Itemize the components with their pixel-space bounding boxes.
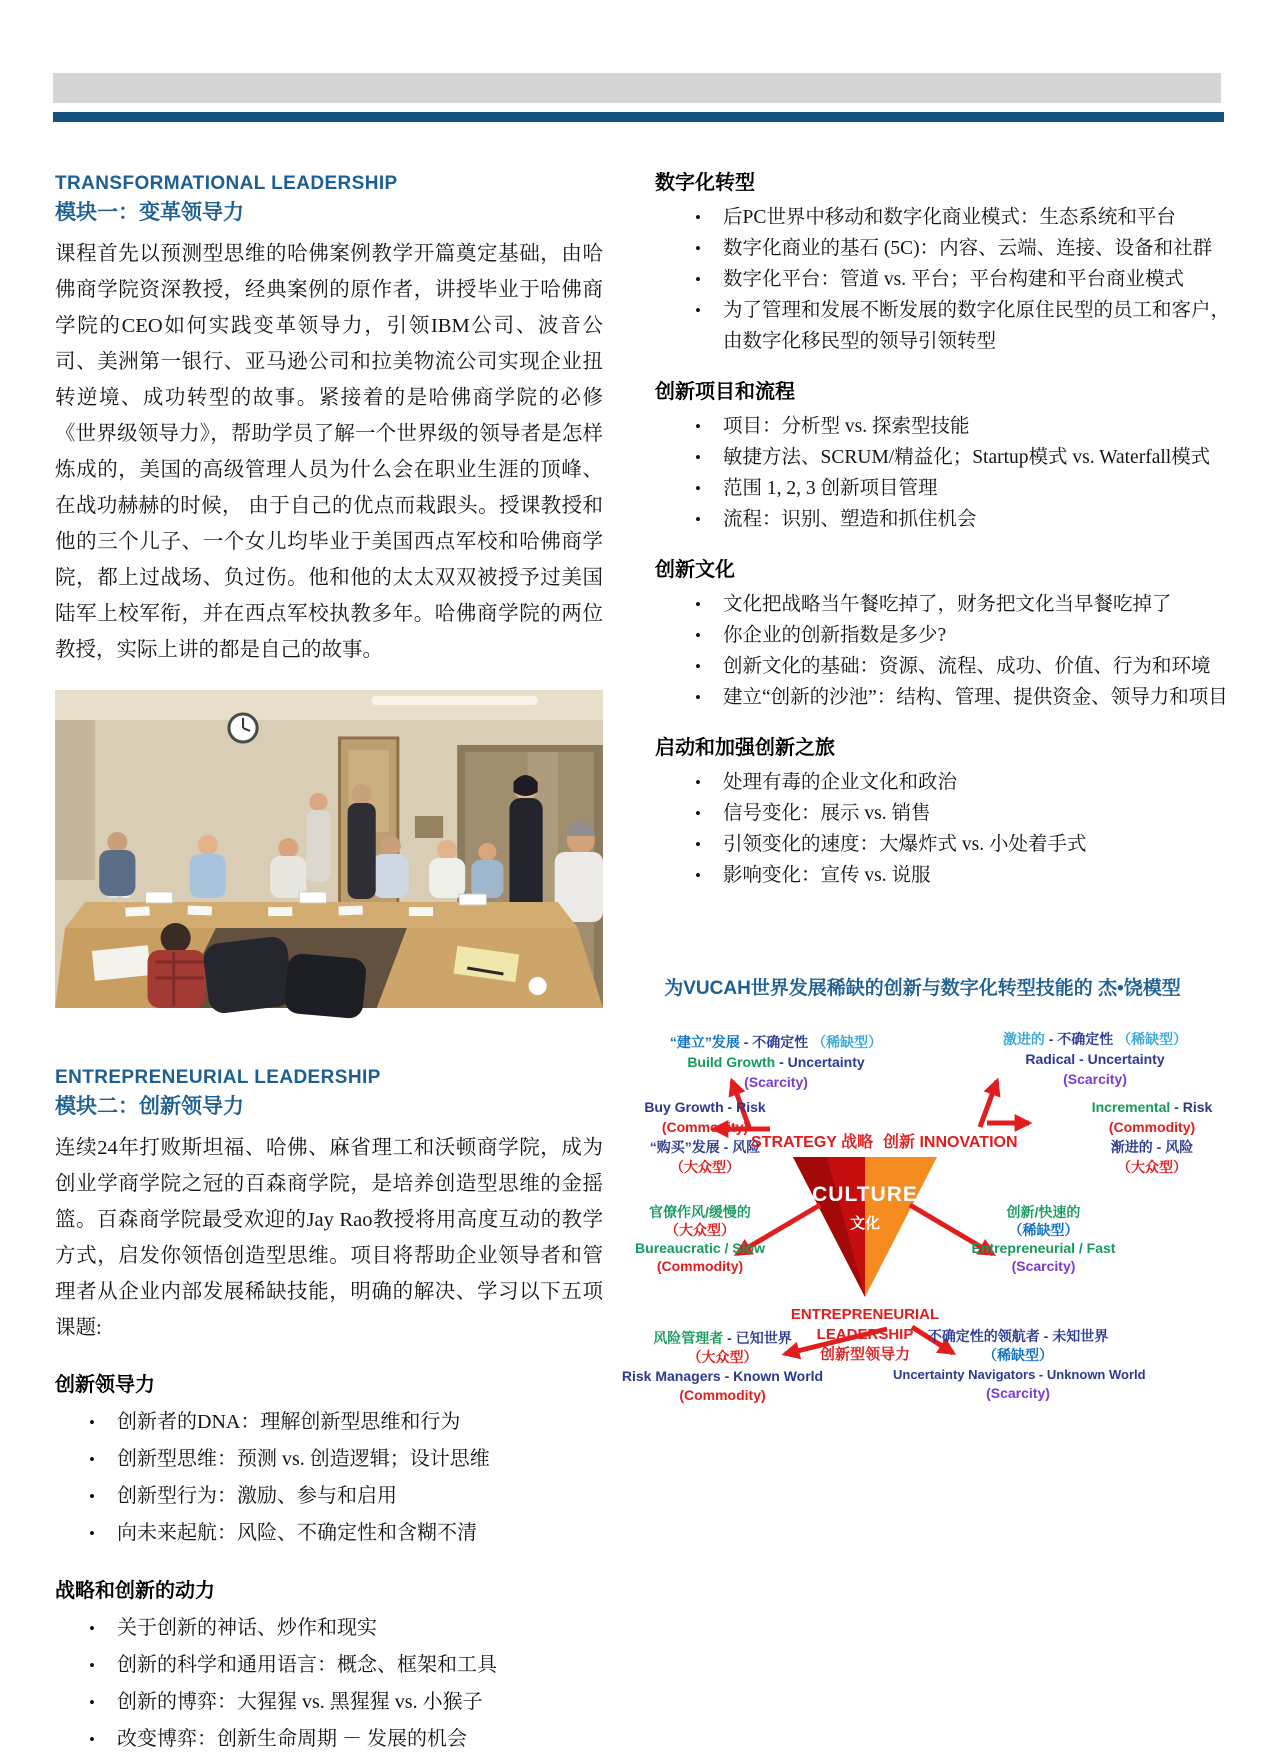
list-item: • 创新型思维：预测 vs. 创造逻辑；设计思维 [117, 1441, 603, 1478]
section-heading-innovation-projects: 创新项目和流程 [655, 381, 795, 403]
list-item: • 文化把战略当午餐吃掉了，财务把文化当早餐吃掉了 [723, 589, 1230, 620]
list-item: • 创新的博弈：大猩猩 vs. 黑猩猩 vs. 小猴子 [117, 1684, 603, 1721]
list-item: • 数字化商业的基石 (5C)：内容、云端、连接、设备和社群 [723, 233, 1230, 264]
diagram-label-incremental: Incremental - Risk (Commodity) 渐进的 - 风险 （大众型） [1091, 1099, 1213, 1175]
diagram-label-uncertainty-navigators: 不确定性的领航者 - 未知世界 （稀缺型） Uncertainty Navigators - Unknown World (Scarcity) [893, 1328, 1146, 1401]
top-gray-bar [53, 73, 1221, 103]
diagram-title: 为VUCAH世界发展稀缺的创新与数字化转型技能的 杰•饶模型 [664, 978, 1181, 999]
list-item: • 影响变化：宣传 vs. 说服 [723, 860, 1230, 891]
list-item: • 后PC世界中移动和数字化商业模式：生态系统和平台 [723, 202, 1230, 233]
list-item: • 创新文化的基础：资源、流程、成功、价值、行为和环境 [723, 651, 1230, 682]
module1-eyebrow: TRANSFORMATIONAL LEADERSHIP [55, 173, 398, 194]
list-item: • 为了管理和发展不断发展的数字化原住民型的员工和客户，由数字化移民型的领导引领转型 [723, 295, 1230, 357]
module1-title: 模块一：变革领导力 [55, 201, 244, 224]
innovation-leadership-list [55, 1404, 603, 1552]
list-item: • 引领变化的速度：大爆炸式 vs. 小处着手式 [723, 829, 1230, 860]
diagram-label-innovation: 创新 INNOVATION [883, 1134, 1018, 1151]
classroom-photo-illustration [55, 690, 603, 1008]
diagram-label-culture-en: CULTURE [812, 1183, 918, 1206]
module2-body: 连续24年打败斯坦福、哈佛、麻省理工和沃顿商学院，成为创业学商学院之冠的百森商学院，是培养创造型思维的金摇篮。百森商学院最受欢迎的Jay Rao教授将用高度互动的教学方式，启发你领悟创造型思维。项目将帮助企业领导者和管理者从企业内部发展稀缺技能，明确的解决、学习以下五项课题: [55, 1137, 603, 1339]
list-item: • 改变博弈：创新生命周期 － 发展的机会 [117, 1721, 603, 1758]
list-item: • 数字化平台：管道 vs. 平台；平台构建和平台商业模式 [723, 264, 1230, 295]
list-item: • 敏捷方法、SCRUM/精益化；Startup模式 vs. Waterfall模式 [723, 442, 1230, 473]
module2-eyebrow: ENTREPRENEURIAL LEADERSHIP [55, 1067, 381, 1088]
innovation-culture-list [625, 589, 1230, 713]
innovation-journey-list [625, 767, 1230, 891]
digital-transformation-list [625, 202, 1230, 357]
diagram-label-radical: 激进的 - 不确定性 （稀缺型） Radical - Uncertainty (Scarcity) [1002, 1031, 1188, 1087]
list-item: • 处理有毒的企业文化和政治 [723, 767, 1230, 798]
diagram-label-culture-zh: 文化 [849, 1215, 880, 1232]
right-column [621, 170, 1231, 1429]
list-item: • 向未来起航：风险、不确定性和含糊不清 [117, 1515, 603, 1552]
list-item: • 创新者的DNA：理解创新型思维和行为 [117, 1404, 603, 1441]
list-item: • 流程：识别、塑造和抓住机会 [723, 504, 1230, 535]
module1-body: 课程首先以预测型思维的哈佛案例教学开篇奠定基础，由哈佛商学院资深教授，经典案例的原作者，讲授毕业于哈佛商学院的CEO如何实践变革领导力，引领IBM公司、波音公司、美洲第一银行、亚马逊公司和拉美物流公司实现企业扭转逆境、成功转型的故事。紧接着的是哈佛商学院的必修《世界级领导力》，帮助学员了解一个世界级的领导者是怎样炼成的，美国的高级管理人员为什么会在职业生涯的顶峰、在战功赫赫的时候， 由于自己的优点而栽跟头。授课教授和他的三个儿子、一个女儿均毕业于美国西点军校和哈佛商学院，都上过战场、负过伤。他和他的太太双双被授予过美国陆军上校军衔，并在西点军校执教多年。哈佛商学院的两位教授，实际上讲的都是自己的故事。 [55, 243, 603, 661]
section-heading-innovation-leadership: 创新领导力 [55, 1374, 155, 1396]
list-item: • 你企业的创新指数是多少? [723, 620, 1230, 651]
list-item: • 建立“创新的沙池”：结构、管理、提供资金、领导力和项目 [723, 682, 1230, 713]
diagram-label-strategy: STRATEGY 战略 [751, 1134, 874, 1151]
list-item: • 创新的科学和通用语言：概念、框架和工具 [117, 1647, 603, 1684]
module2-title: 模块二：创新领导力 [55, 1095, 244, 1118]
diagram-label-risk-managers: 风险管理者 - 已知世界 （大众型） Risk Managers - Known World (Commodity) [621, 1330, 824, 1403]
section-heading-innovation-culture: 创新文化 [655, 559, 735, 581]
diagram-label-bureaucratic: 官僚作风/缓慢的 （大众型） Bureaucratic / Slow (Commodity) [635, 1204, 765, 1274]
diagram-label-buy-growth: Buy Growth - Risk (Commodity) “购买”发展 - 风险 （大众型） [644, 1099, 766, 1175]
classroom-photo [55, 690, 603, 1008]
section-heading-strategy-dynamics: 战略和创新的动力 [55, 1580, 215, 1602]
list-item: • 关于创新的神话、炒作和现实 [117, 1610, 603, 1647]
jay-rao-model-diagram [615, 977, 1230, 1429]
list-item: • 项目：分析型 vs. 探索型技能 [723, 411, 1230, 442]
section-heading-innovation-journey: 启动和加强创新之旅 [655, 737, 835, 759]
diagram-label-entrepreneurial-fast: 创新/快速的 （稀缺型） Entrepreneurial / Fast (Scarcity) [971, 1204, 1116, 1274]
diagram-label-entrepreneurial-leadership: ENTREPRENEURIAL LEADERSHIP 创新型领导力 [790, 1306, 940, 1363]
innovation-projects-list [625, 411, 1230, 535]
strategy-dynamics-list [55, 1610, 603, 1758]
section-heading-digital-transformation: 数字化转型 [655, 172, 755, 194]
left-column [55, 172, 603, 1758]
top-blue-bar [53, 112, 1224, 122]
list-item: • 范围 1, 2, 3 创新项目管理 [723, 473, 1230, 504]
diagram-label-build-growth: “建立”发展 - 不确定性 （稀缺型） Build Growth - Uncertainty (Scarcity) [669, 1034, 883, 1090]
list-item: • 信号变化：展示 vs. 销售 [723, 798, 1230, 829]
list-item: • 创新型行为：激励、参与和启用 [117, 1478, 603, 1515]
